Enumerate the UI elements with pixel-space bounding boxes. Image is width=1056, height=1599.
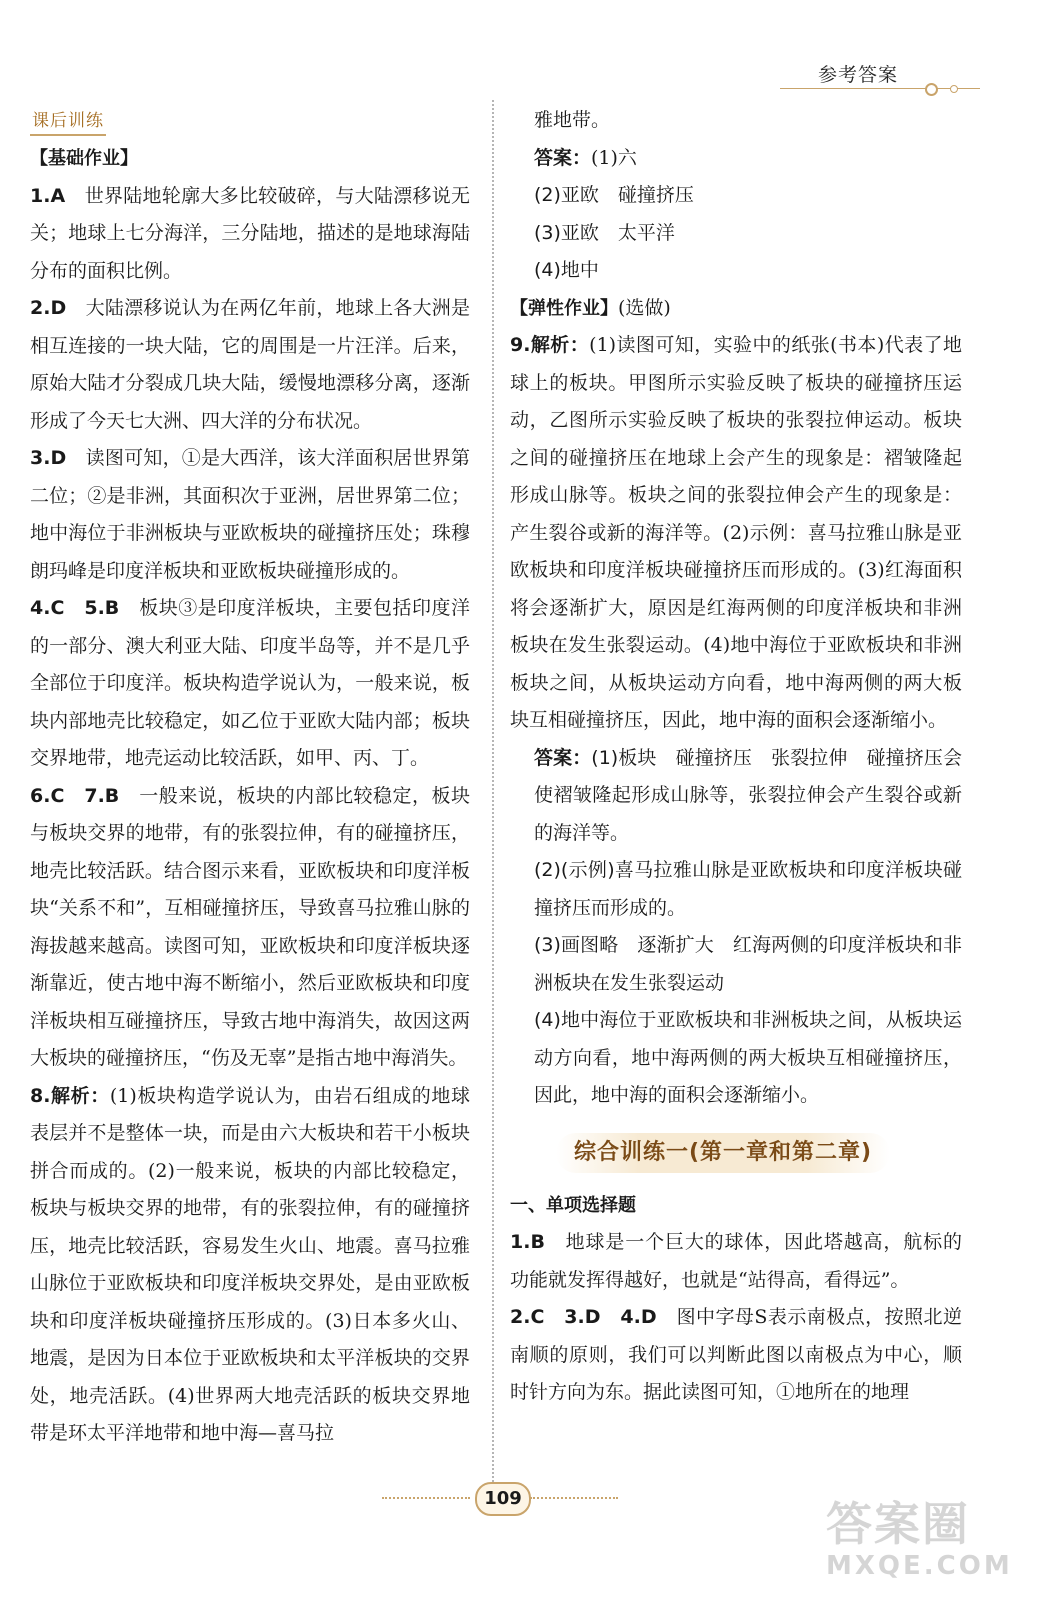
watermark-url: MXQE.COM (826, 1551, 1013, 1581)
answer-label: 答案： (534, 146, 592, 169)
item-text: 大陆漂移说认为在两亿年前，地球上各大洲是相互连接的一块大陆，它的周围是一片汪洋。后来，原始大陆才分裂成几块大陆，缓慢地漂移分离，逐渐形成了今天七大洲、四大洋的分布状况。 (30, 297, 470, 432)
item-text: (1)读图可知，实验中的纸张(书本)代表了地球上的板块。甲图所示实验反映了板块的碰撞挤压运动，乙图所示实验反映了板块的张裂拉伸运动。板块之间的碰撞挤压在地球上会产生的现象是：褶皱隆起形成山脉等。板块之间的张裂拉伸会产生的现象是：产生裂谷或新的海洋等。(2)示例：喜马拉雅山脉是亚欧板块和印度洋板块碰撞挤压而形成的。(3)红海面积将会逐渐扩大，原因是红海两侧的印度洋板块和非洲板块在发生张裂运动。(4)地中海位于亚欧板块和非洲板块之间，从板块运动方向看，地中海两侧的两大板块互相碰撞挤压，因此，地中海的面积会逐渐缩小。 (510, 334, 962, 731)
basic-heading: 【基础作业】 (30, 148, 138, 169)
item-number: 8. (30, 1084, 51, 1107)
item-number: 9. (510, 334, 531, 356)
answer-item (510, 1224, 962, 1299)
analysis-label: 解析： (50, 1084, 110, 1107)
left-column (30, 102, 470, 1453)
answer-item (510, 327, 962, 740)
elastic-heading: 【弹性作业】 (510, 297, 618, 319)
answer-line: (4)地中 (534, 259, 599, 281)
answer-block (510, 140, 962, 178)
analysis-label: 解析： (530, 334, 590, 356)
elastic-note: (选做) (618, 296, 671, 319)
answer-line: (4)地中海位于亚欧板块和非洲板块之间，从板块运动方向看，地中海两侧的两大板块互相碰撞挤压，因此，地中海的面积会逐渐缩小。 (534, 1009, 962, 1106)
answer-item (30, 290, 470, 440)
item-text: 读图可知，①是大西洋，该大洋面积居世界第二位；②是非洲，其面积次于亚洲，居世界第二位；地中海位于非洲板块与亚欧板块的碰撞挤压处；珠穆朗玛峰是印度洋板块和亚欧板块碰撞形成的。 (30, 447, 470, 582)
right-column (510, 102, 962, 1412)
item-number: 3.D (30, 447, 67, 469)
answer-item (30, 178, 470, 291)
answer-item (30, 778, 470, 1078)
header-title: 参考答案 (818, 64, 899, 86)
header-ornament-small (950, 85, 958, 93)
watermark-text: 答案圈 (826, 1497, 970, 1551)
item-text: 板块③是印度洋板块，主要包括印度洋的一部分、澳大利亚大陆、印度半岛等，并不是几乎全部位于印度洋。板块构造学说认为，一般来说，板块内部地壳比较稳定，如乙位于亚欧大陆内部；板块交界地带，地壳运动比较活跃，如甲、丙、丁。 (30, 597, 470, 769)
answer-line: (1)六 (591, 146, 637, 169)
continued-text: 雅地带。 (534, 109, 611, 131)
item-text: (1)板块构造学说认为，由岩石组成的地球表层并不是整体一块，而是由六大板块和若干小板块拼合而成的。(2)一般来说，板块的内部比较稳定，板块与板块交界的地带，有的张裂拉伸，有的碰撞挤压，地壳比较活跃，容易发生火山、地震。喜马拉雅山脉位于亚欧板块和印度洋板块交界处，是由亚欧板块和印度洋板块碰撞挤压形成的。(3)日本多火山、地震，是因为日本位于亚欧板块和太平洋板块的交界处，地壳活跃。(4)世界两大地壳活跃的板块交界地带是环太平洋地带和地中海—喜马拉 (30, 1084, 470, 1444)
watermark-logo (826, 1498, 1036, 1594)
footer-rule-right (530, 1497, 618, 1499)
answer-block (510, 740, 962, 853)
item-number: 1.A (30, 184, 66, 207)
answer-line: (3)画图略 逐渐扩大 红海两侧的印度洋板块和非洲板块在发生张裂运动 (534, 934, 962, 994)
page-header (0, 0, 1056, 100)
item-number: 1.B (510, 1231, 545, 1253)
section-title: 一、单项选择题 (510, 1194, 636, 1216)
section-tag: 课后训练 (30, 108, 106, 136)
answer-item (510, 1299, 962, 1412)
item-text: 图中字母S表示南极点，按照北逆南顺的原则，我们可以判断此图以南极点为中心，顺时针方向为东。据此读图可知，①地所在的地理 (510, 1306, 962, 1403)
section-banner: 综合训练一(第一章和第二章) (556, 1133, 890, 1173)
item-text: 地球是一个巨大的球体，因此塔越高，航标的功能就发挥得越好，也就是“站得高，看得远”。 (510, 1231, 962, 1291)
header-ornament (925, 83, 938, 96)
answer-item (30, 1078, 470, 1453)
answer-line: (3)亚欧 太平洋 (534, 221, 675, 244)
item-text: 一般来说，板块的内部比较稳定，板块与板块交界的地带，有的张裂拉伸，有的碰撞挤压，地壳比较活跃。结合图示来看，亚欧板块和印度洋板块“关系不和”，互相碰撞挤压，导致喜马拉雅山脉的海拔越来越高。读图可知，亚欧板块和印度洋板块逐渐靠近，使古地中海不断缩小，然后亚欧板块和印度洋板块相互碰撞挤压，导致古地中海消失，故因这两大板块的碰撞挤压，“伤及无辜”是指古地中海消失。 (30, 784, 470, 1069)
item-number: 4.C 5.B (30, 597, 120, 619)
answer-line: (2)(示例)喜马拉雅山脉是亚欧板块和印度洋板块碰撞挤压而形成的。 (534, 859, 962, 919)
item-number: 2.D (30, 297, 67, 319)
answer-line: (1)板块 碰撞挤压 张裂拉伸 碰撞挤压会使褶皱隆起形成山脉等，张裂拉伸会产生裂谷或新的海洋等。 (534, 746, 962, 844)
answer-item (30, 440, 470, 590)
answer-label: 答案： (534, 746, 592, 769)
column-divider (492, 100, 494, 1490)
page-number: 109 (475, 1482, 531, 1516)
answer-line: (2)亚欧 碰撞挤压 (534, 184, 694, 206)
answer-item (30, 590, 470, 778)
item-number: 2.C 3.D 4.D (510, 1306, 657, 1328)
item-number: 6.C 7.B (30, 784, 120, 807)
footer-rule-left (382, 1497, 470, 1499)
item-text: 世界陆地轮廓大多比较破碎，与大陆漂移说无关；地球上七分海洋，三分陆地，描述的是地球海陆分布的面积比例。 (30, 184, 470, 282)
